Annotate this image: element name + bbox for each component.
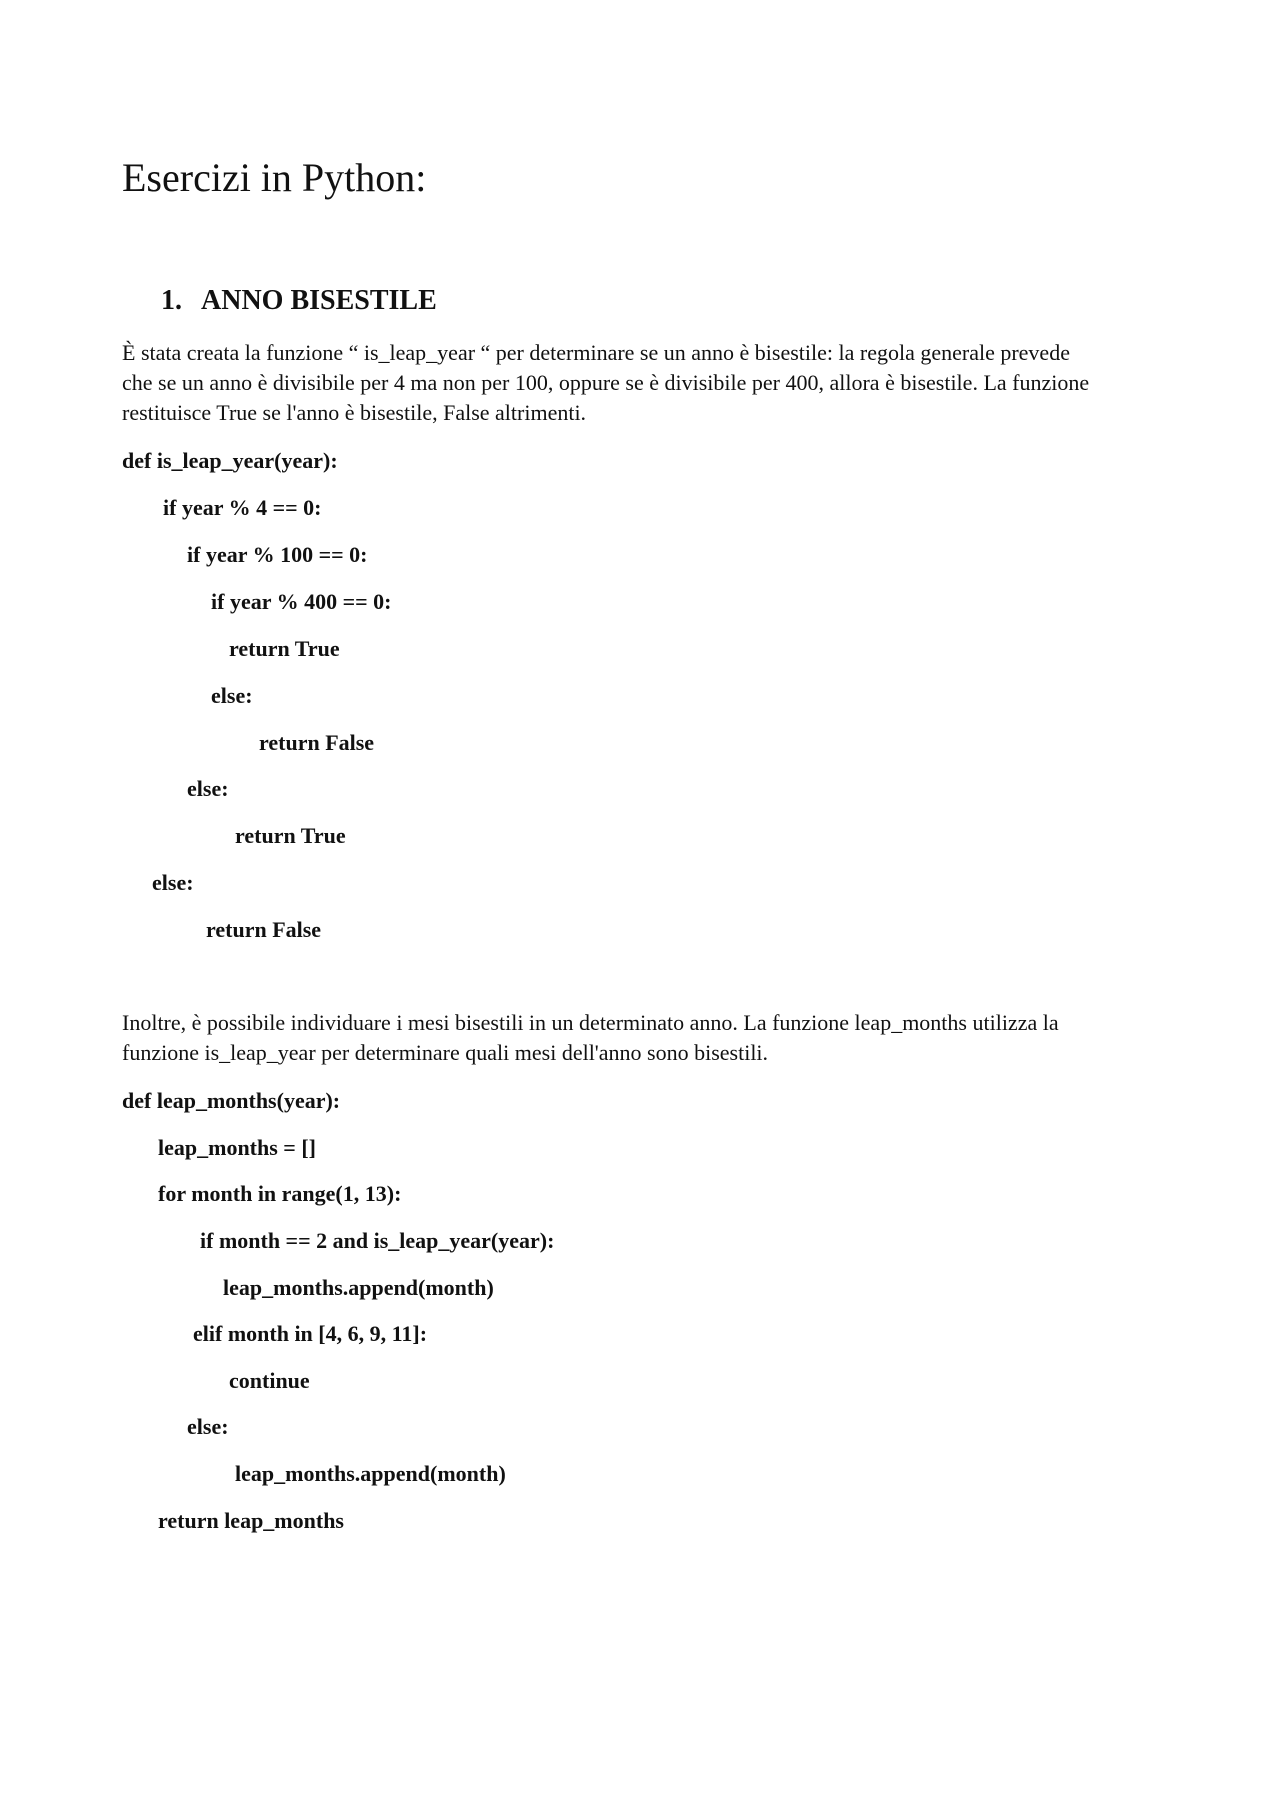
paragraph-2-line-2: funzione is_leap_year per determinare quali mesi dell'anno sono bisestili. (122, 1040, 769, 1065)
code-line: return False (259, 730, 375, 755)
paragraph-1-line-1: È stata creata la funzione “ is_leap_year “ per determinare se un anno è bisestile: la regola generale prevede (122, 340, 1070, 365)
section-heading-text: ANNO BISESTILE (201, 285, 437, 316)
paragraph-1-line-3: restituisce True se l'anno è bisestile, False altrimenti. (122, 400, 587, 425)
section-number: 1. (161, 285, 182, 316)
code-line: continue (229, 1368, 310, 1393)
code-line: if month == 2 and is_leap_year(year): (200, 1228, 555, 1253)
code-line: leap_months.append(month) (235, 1461, 506, 1486)
paragraph-2-line-1: Inoltre, è possibile individuare i mesi bisestili in un determinato anno. La funzione leap_months utilizza la (122, 1010, 1059, 1035)
code-line: return True (235, 823, 346, 848)
code-line: def is_leap_year(year): (122, 448, 338, 473)
code-line: else: (187, 776, 229, 801)
code-line: return True (229, 636, 340, 661)
code-line: if year % 400 == 0: (211, 589, 392, 614)
code-line: leap_months.append(month) (223, 1275, 494, 1300)
code-line: for month in range(1, 13): (158, 1181, 402, 1206)
code-line: else: (187, 1414, 229, 1439)
paragraph-1-line-2: che se un anno è divisibile per 4 ma non per 100, oppure se è divisibile per 400, allora è bisestile. La funzione (122, 370, 1090, 395)
code-line: leap_months = [] (158, 1135, 316, 1160)
code-line: else: (152, 870, 194, 895)
code-line: return leap_months (158, 1508, 344, 1533)
code-line: else: (211, 683, 253, 708)
code-line: if year % 4 == 0: (163, 495, 322, 520)
code-line: def leap_months(year): (122, 1088, 341, 1113)
code-line: return False (206, 917, 322, 942)
section-heading (161, 283, 437, 319)
code-line: if year % 100 == 0: (187, 542, 368, 567)
code-line: elif month in [4, 6, 9, 11]: (193, 1321, 428, 1346)
page-title: Esercizi in Python: (122, 155, 427, 200)
